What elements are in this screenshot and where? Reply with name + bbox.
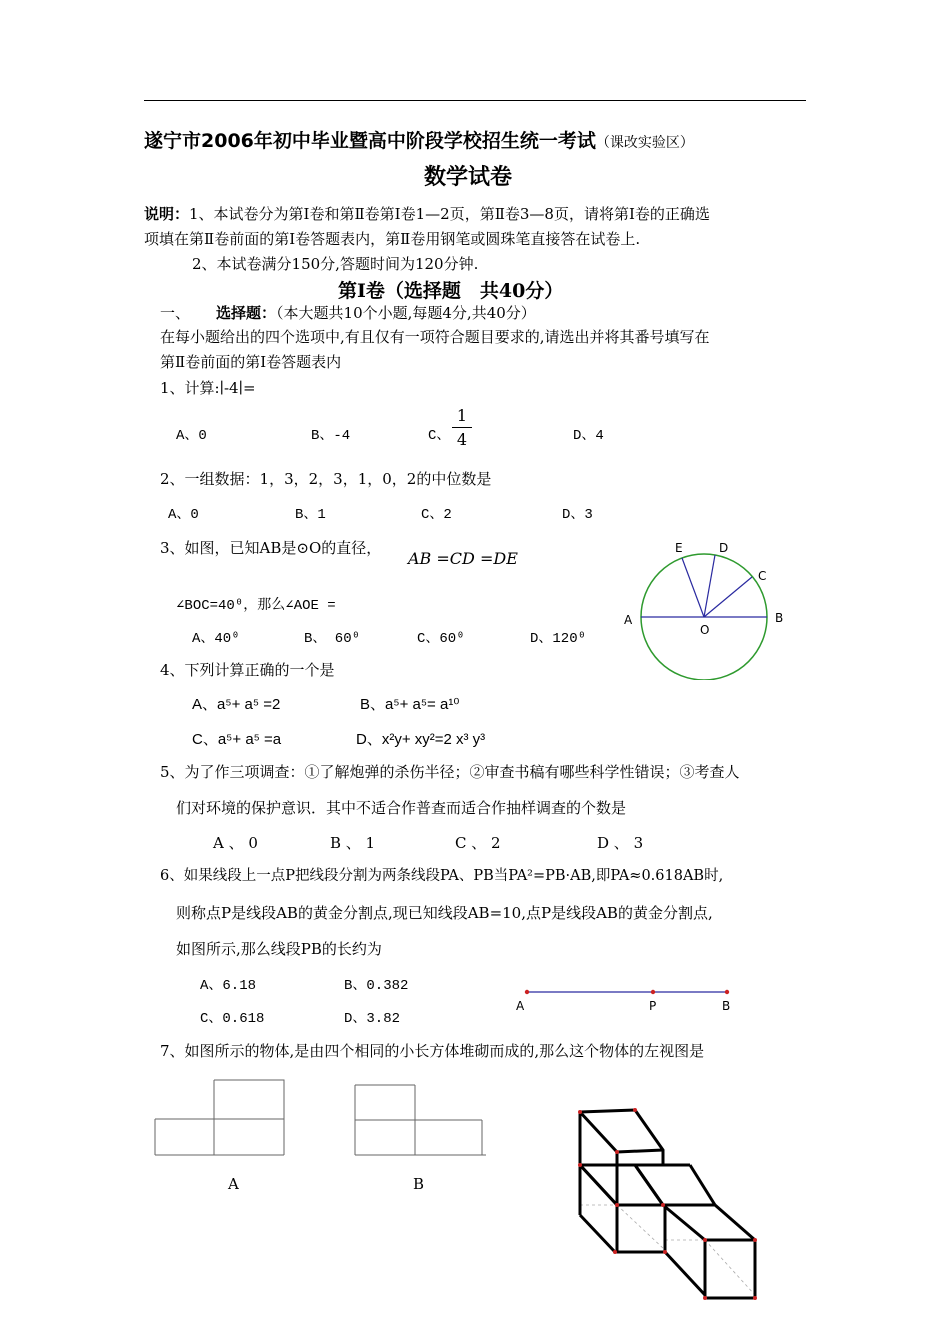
q7-stem: 7、如图所示的物体,是由四个相同的小长方体堆砌而成的,那么这个物体的左视图是	[160, 1042, 705, 1060]
label-e: E	[675, 541, 683, 555]
q2-option-d: D、3	[562, 507, 593, 523]
q5-option-a: A 、 0	[213, 834, 258, 852]
q1-stem: 1、计算:∣-4∣=	[160, 379, 256, 397]
q3-option-d: D、120⁰	[530, 631, 587, 647]
q2-option-b: B、1	[295, 507, 326, 523]
q5-option-c: C 、 2	[455, 834, 501, 852]
q5-option-b: B 、 1	[330, 834, 376, 852]
q2-stem: 2、一组数据：1，3，2，3，1，0，2的中位数是	[160, 470, 492, 488]
label-d: D	[719, 541, 729, 555]
point-a	[525, 990, 529, 994]
q4-stem: 4、下列计算正确的一个是	[160, 661, 335, 679]
label-p: P	[649, 999, 657, 1013]
q6-option-b: B、0.382	[344, 978, 409, 994]
q3-circle-figure	[615, 535, 795, 680]
q6-stem1: 6、如果线段上一点P把线段分割为两条线段PA、PB当PA²=PB·AB,即PA≈0.618AB时,	[160, 868, 724, 884]
q3-stem2: ∠BOC=40⁰，那么∠AOE =	[176, 598, 336, 614]
q1-option-c: C、	[428, 428, 451, 444]
label-c: C	[758, 569, 767, 583]
label-b: B	[775, 611, 784, 625]
q3-stem: 3、如图，已知AB是⊙O的直径，	[160, 539, 382, 557]
q2-option-a: A、0	[168, 507, 199, 523]
q7-cube-figure	[560, 1100, 780, 1310]
q4-option-b: B、a⁵+ a⁵= a¹⁰	[360, 696, 460, 713]
label-a: A	[624, 613, 633, 627]
label-o: O	[700, 623, 710, 637]
point-b	[725, 990, 729, 994]
radius-od	[704, 555, 715, 617]
radius-oc	[704, 577, 752, 617]
radius-oe	[682, 558, 704, 617]
instructions-line1: 说明：1、本试卷分为第Ⅰ卷和第Ⅱ卷第Ⅰ卷1—2页，第Ⅱ卷3—8页，请将第Ⅰ卷的正确选	[144, 205, 710, 223]
q4-option-a: A、a⁵+ a⁵ =2	[192, 696, 281, 713]
exam-title: 遂宁市2006年初中毕业暨高中阶段学校招生统一考试（课改实验区）	[144, 130, 694, 152]
q7-label-a: A	[228, 1175, 239, 1193]
q1-option-d: D、4	[573, 428, 604, 444]
q5-stem1: 5、为了作三项调查：①了解炮弹的杀伤半径；②审查书稿有哪些科学性错误；③考查人	[160, 763, 740, 781]
q6-option-a: A、6.18	[200, 978, 257, 994]
q3-formula: AB =CD =DE	[408, 549, 518, 568]
part1-title: 第Ⅰ卷（选择题 共40分）	[338, 280, 564, 302]
top-rule	[144, 100, 806, 101]
q2-option-c: C、2	[421, 507, 452, 523]
q3-option-c: C、60⁰	[417, 631, 465, 647]
label-b: B	[722, 999, 731, 1013]
page-title: 数学试卷	[424, 165, 513, 190]
q6-option-d: D、3.82	[344, 1011, 401, 1027]
q1-option-b: B、-4	[311, 428, 351, 444]
q3-option-a: A、40⁰	[192, 631, 240, 647]
section-desc1: 在每小题给出的四个选项中,有且仅有一项符合题目要求的,请选出并将其番号填写在	[160, 328, 710, 346]
label-a: A	[516, 999, 525, 1013]
section-desc2: 第Ⅱ卷前面的第Ⅰ卷答题表内	[160, 353, 342, 371]
q4-option-d: D、x²y+ xy²=2 x³ y³	[356, 731, 486, 748]
q5-option-d: D 、 3	[597, 834, 644, 852]
q6-stem2: 则称点P是线段AB的黄金分割点,现已知线段AB=10,点P是线段AB的黄金分割点,	[176, 904, 713, 922]
section-heading: 一、 选择题：（本大题共10个小题,每题4分,共40分）	[160, 304, 536, 322]
q7-label-b: B	[413, 1175, 425, 1193]
instructions-line3: 2、本试卷满分150分,答题时间为120分钟.	[192, 255, 479, 273]
q1-option-a: A、0	[176, 428, 207, 444]
q7-view-b	[350, 1080, 490, 1160]
point-p	[651, 990, 655, 994]
q3-option-b: B、 60⁰	[304, 631, 361, 647]
q5-stem2: 们对环境的保护意识．其中不适合作普查而适合作抽样调查的个数是	[176, 799, 627, 817]
instructions-line2: 项填在第Ⅱ卷前面的第Ⅰ卷答题表内，第Ⅱ卷用钢笔或圆珠笔直接答在试卷上.	[144, 230, 641, 248]
q7-view-a	[150, 1075, 290, 1160]
q6-stem3: 如图所示,那么线段PB的长约为	[176, 940, 382, 958]
q4-option-c: C、a⁵+ a⁵ =a	[192, 731, 282, 748]
q1-fraction: 1 4	[452, 406, 472, 449]
q6-segment-figure	[510, 980, 750, 1020]
q6-option-c: C、0.618	[200, 1011, 265, 1027]
